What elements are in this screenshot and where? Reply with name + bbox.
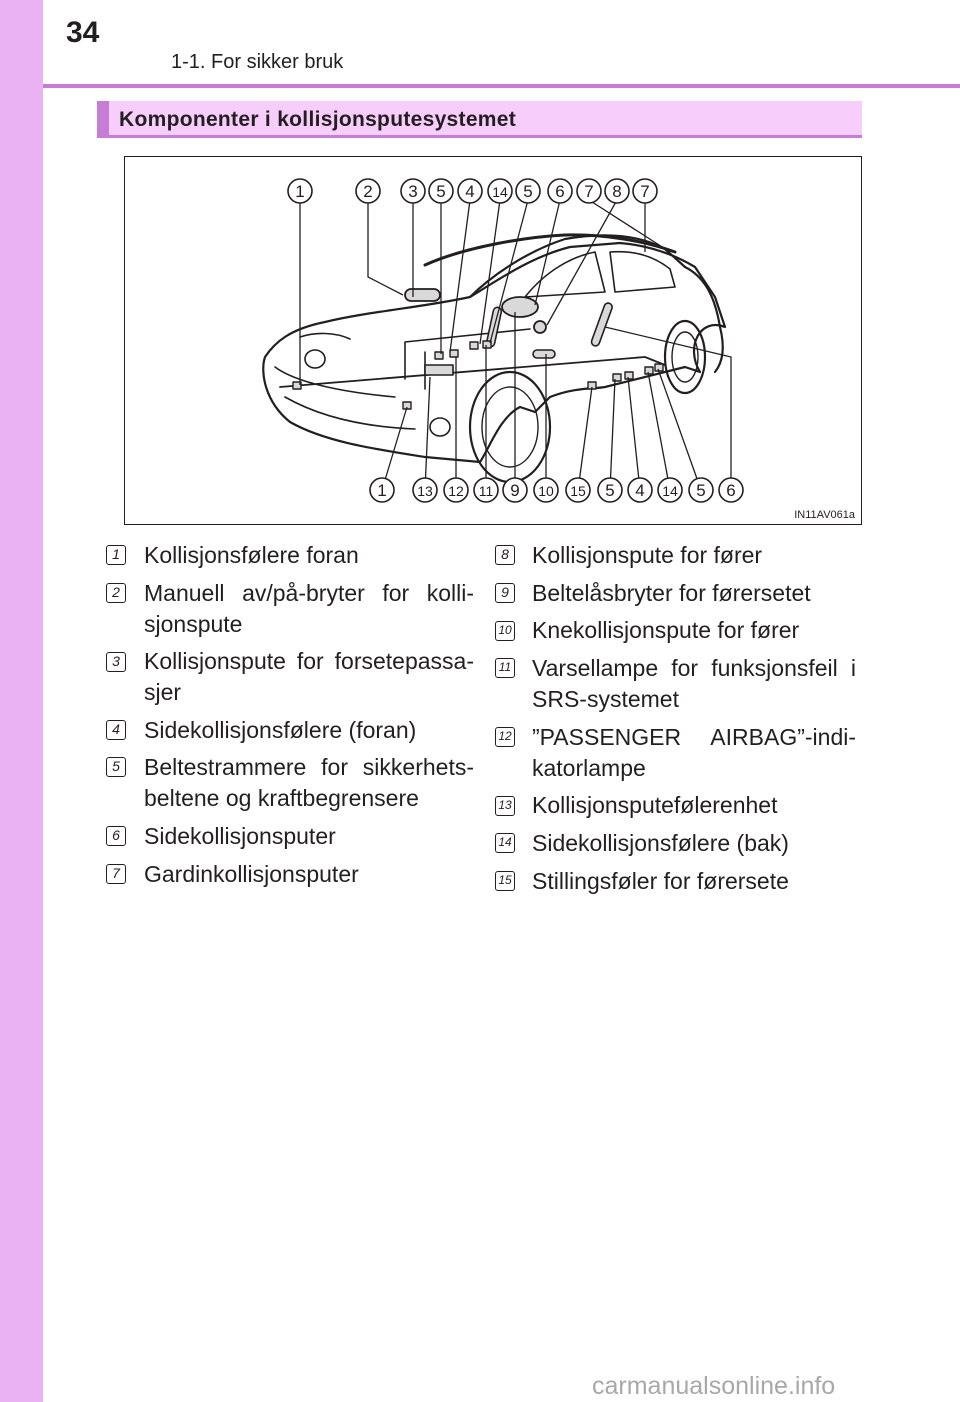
legend-item-text: ”PASSENGER AIRBAG”-indi- [532, 724, 856, 750]
legend-number-box: 1 [106, 545, 126, 565]
legend-number-box: 14 [495, 833, 515, 853]
bottom-callout-label: 5 [696, 481, 706, 500]
section-heading-text: Komponenter i kollisjonsputesystemet [119, 108, 517, 131]
section-heading [97, 101, 862, 138]
legend-number-box: 6 [106, 826, 126, 846]
legend-number-box: 3 [106, 652, 126, 672]
bottom-callout-label: 15 [570, 483, 586, 499]
bottom-callout-label: 11 [478, 483, 494, 499]
legend-item-text: Kollisjonspute for fører [532, 542, 763, 568]
legend-item-text: Sidekollisjonsputer [144, 823, 336, 849]
legend-item-text: Sidekollisjonsfølere (bak) [532, 830, 789, 856]
legend-number-box: 9 [495, 583, 515, 603]
top-callout-label: 5 [436, 182, 446, 201]
legend-number-box: 4 [106, 720, 126, 740]
top-callout-label: 6 [555, 182, 565, 201]
watermark: carmanualsonline.info [592, 1372, 836, 1400]
legend-item-text-continued: beltene og kraftbegrensere [144, 785, 419, 811]
top-callout-label: 3 [408, 182, 418, 201]
legend-item-text: Varsellampe for funksjonsfeil i [532, 655, 856, 681]
legend-item-text: Stillingsføler for førersete [532, 868, 789, 894]
header-rule [43, 84, 960, 88]
bottom-callout-label: 6 [726, 481, 736, 500]
car-illustration [125, 157, 861, 524]
legend-item-text: Kollisjonspute for forsetepassa- [144, 648, 474, 674]
top-callout-label: 2 [363, 182, 373, 201]
bottom-callout-label: 1 [377, 481, 387, 500]
top-callout-label: 7 [584, 182, 594, 201]
legend-item-text-continued: sjonspute [144, 611, 243, 637]
callout-row-top [288, 179, 657, 203]
legend-item-text: Knekollisjonspute for fører [532, 617, 800, 643]
top-callout-label: 8 [612, 182, 622, 201]
callout-row-bottom [370, 478, 743, 502]
bottom-callout-label: 5 [605, 481, 615, 500]
legend-number-box: 2 [106, 583, 126, 603]
page-margin-band [0, 0, 43, 1402]
legend-number-box: 15 [495, 871, 515, 891]
legend-item-text: Manuell av/på-bryter for kolli- [144, 580, 474, 606]
figure-id: IN11AV061a [794, 509, 855, 521]
legend-number-box: 10 [495, 621, 515, 641]
legend-item-text: Gardinkollisjonsputer [144, 861, 359, 887]
top-callout-label: 14 [492, 184, 508, 200]
legend-item-text: Kollisjonsputefølerenhet [532, 792, 778, 818]
bottom-callout-label: 10 [538, 483, 554, 499]
legend-item-text: Sidekollisjonsfølere (foran) [144, 717, 417, 743]
legend-item-text: Beltelåsbryter for førersetet [532, 580, 811, 606]
chapter-title: 1-1. For sikker bruk [171, 51, 344, 73]
legend-number-box: 13 [495, 796, 515, 816]
legend-item-text: Beltestrammere for sikkerhets- [144, 754, 474, 780]
top-callout-label: 4 [465, 182, 475, 201]
legend-number-box: 8 [495, 545, 515, 565]
top-callout-label: 5 [523, 182, 533, 201]
bottom-callout-label: 9 [510, 481, 520, 500]
legend-item-text-continued: katorlampe [532, 755, 646, 781]
bottom-callout-label: 14 [662, 483, 678, 499]
airbag-components-figure [124, 156, 862, 525]
legend-number-box: 11 [495, 658, 515, 678]
legend-item-text: Kollisjonsfølere foran [144, 542, 359, 568]
legend-number-box: 7 [106, 864, 126, 884]
page-number: 34 [66, 16, 100, 49]
top-callout-label: 7 [640, 182, 650, 201]
legend-number-box: 5 [106, 757, 126, 777]
bottom-callout-label: 12 [448, 483, 464, 499]
legend-item-text-continued: sjer [144, 679, 182, 705]
bottom-callout-label: 13 [417, 483, 433, 499]
legend-number-box: 12 [495, 727, 515, 747]
bottom-callout-label: 4 [635, 481, 645, 500]
top-callout-label: 1 [295, 182, 305, 201]
legend-item-text-continued: SRS-systemet [532, 686, 679, 712]
